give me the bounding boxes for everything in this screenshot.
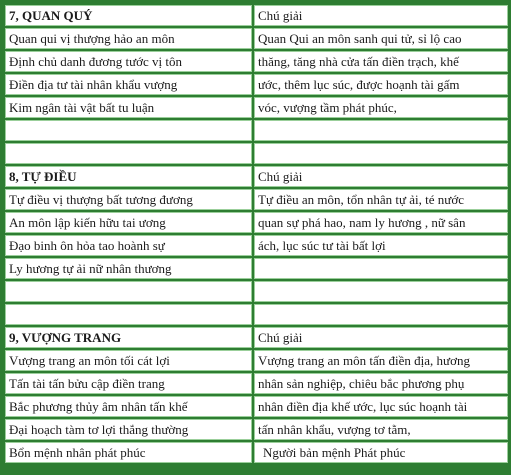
empty-cell [5, 304, 252, 325]
verse-cell: Điền địa tư tài nhân khẩu vượng [5, 74, 252, 95]
table-row [5, 51, 508, 72]
verse-cell: Quan qui vị thượng hảo an môn [5, 28, 252, 49]
note-header: Chú giải [254, 5, 508, 26]
note-cell: ước, thêm lục súc, được hoạnh tài gấm [254, 74, 508, 95]
verse-table [3, 3, 510, 465]
note-header: Chú giải [254, 166, 508, 187]
note-cell: nhân điền địa khế ước, lục súc hoạnh tài [254, 396, 508, 417]
table-row [5, 419, 508, 440]
table-row [5, 97, 508, 118]
section-header-row [5, 5, 508, 26]
table-row [5, 258, 508, 279]
table-row [5, 120, 508, 141]
note-cell [254, 258, 508, 279]
verse-cell: Ly hương tự ải nữ nhân thương [5, 258, 252, 279]
table-row [5, 28, 508, 49]
empty-cell [5, 120, 252, 141]
verse-cell: Định chủ danh đương tước vị tôn [5, 51, 252, 72]
section-header-row [5, 327, 508, 348]
note-header: Chú giải [254, 327, 508, 348]
table-row [5, 442, 508, 463]
note-cell: quan sự phá hao, nam ly hương , nữ sân [254, 212, 508, 233]
empty-cell [254, 120, 508, 141]
table-row [5, 396, 508, 417]
table-row [5, 143, 508, 164]
note-cell: Tự điều an môn, tổn nhân tự ải, té nước [254, 189, 508, 210]
table-row [5, 189, 508, 210]
empty-cell [5, 281, 252, 302]
verse-cell: Tự điều vị thượng bất tương đương [5, 189, 252, 210]
table-row [5, 304, 508, 325]
note-cell: vóc, vượng tầm phát phúc, [254, 97, 508, 118]
verse-cell: Kim ngân tài vật bất tu luận [5, 97, 252, 118]
section-title: 8, TỰ ĐIỀU [5, 166, 252, 187]
verse-cell: Vượng trang an môn tối cát lợi [5, 350, 252, 371]
verse-cell: Bắc phương thủy âm nhân tấn khế [5, 396, 252, 417]
verse-cell: An môn lập kiến hữu tai ương [5, 212, 252, 233]
empty-cell [5, 143, 252, 164]
note-cell: nhân sản nghiệp, chiêu bắc phương phụ [254, 373, 508, 394]
section-title: 7, QUAN QUÝ [5, 5, 252, 26]
note-cell: ách, lục súc tư tài bất lợi [254, 235, 508, 256]
table-row [5, 212, 508, 233]
verse-cell: Đại hoạch tàm tơ lợi thắng thường [5, 419, 252, 440]
note-cell: tấn nhân khẩu, vượng tơ tằm, [254, 419, 508, 440]
table-row [5, 74, 508, 95]
table-row [5, 373, 508, 394]
verse-cell: Đạo binh ôn hỏa tao hoành sự [5, 235, 252, 256]
note-cell: Quan Qui an môn sanh qui tử, sỉ lộ cao [254, 28, 508, 49]
note-cell: thăng, tăng nhà cửa tấn điền trạch, khế [254, 51, 508, 72]
table-row [5, 281, 508, 302]
note-cell: Vượng trang an môn tấn điền địa, hương [254, 350, 508, 371]
empty-cell [254, 143, 508, 164]
empty-cell [254, 281, 508, 302]
table-row [5, 235, 508, 256]
verse-cell: Tấn tài tấn bửu cập điền trang [5, 373, 252, 394]
section-title: 9, VƯỢNG TRANG [5, 327, 252, 348]
section-header-row [5, 166, 508, 187]
empty-cell [254, 304, 508, 325]
note-cell: Người bản mệnh Phát phúc [254, 442, 508, 463]
table-row [5, 350, 508, 371]
verse-cell: Bổn mệnh nhân phát phúc [5, 442, 252, 463]
